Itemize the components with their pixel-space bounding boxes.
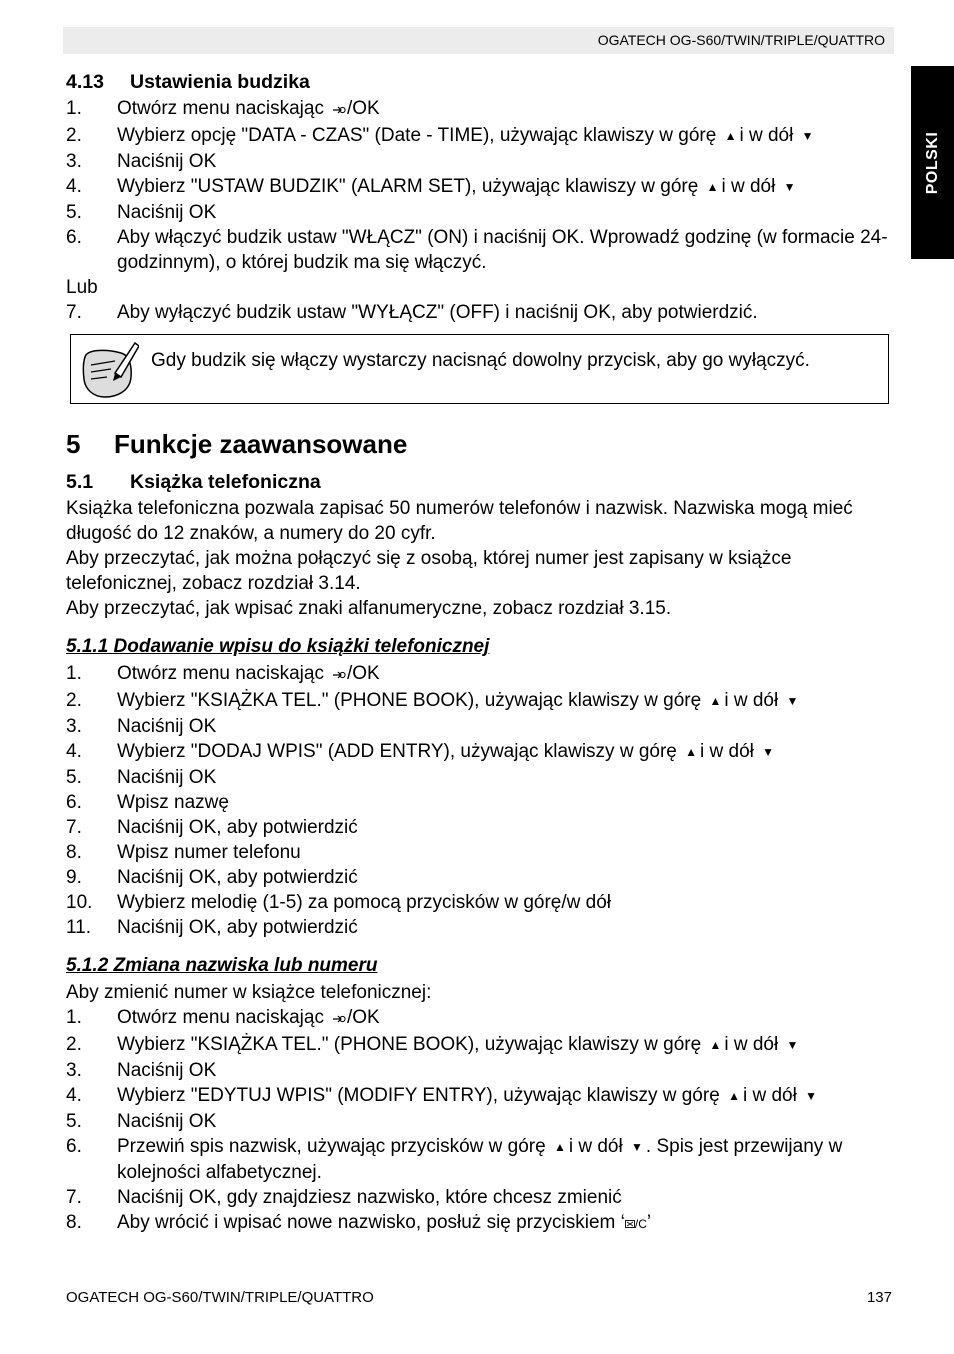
section-4-13-step-7 [66,300,896,325]
page-content [66,70,896,1237]
list-item: 11. Naciśnij OK, aby potwierdzić [66,917,358,938]
up-arrow-icon: ▲ [706,180,719,194]
list-item: 2. Wybierz opcję "DATA - CZAS" (Date - TIME), używając klawiszy w górę ▲ i w dół ▼ [66,123,896,149]
list-item: 3. Naciśnij OK [66,1060,217,1081]
list-item: 1. Otwórz menu naciskając /OK [66,1005,896,1032]
chapter-5-heading: 5 Funkcje zaawansowane [66,429,408,459]
header-bar [63,27,894,54]
list-item: 7. Naciśnij OK, gdy znajdziesz nazwisko, które chcesz zmienić [66,1187,622,1208]
list-item: 5. Naciśnij OK [66,767,217,788]
up-arrow-icon: ▲ [553,1140,566,1154]
list-item: 8. Wpisz numer telefonu [66,842,301,863]
list-item: 6. Wpisz nazwę [66,792,229,813]
menu-key-icon [332,663,346,688]
language-tab [911,66,954,259]
footer-product: OGATECH OG-S60/TWIN/TRIPLE/QUATTRO [66,1289,374,1306]
list-item: 4. Wybierz "USTAW BUDZIK" (ALARM SET), używając klawiszy w górę ▲ i w dół ▼ [66,174,896,200]
list-item: 1. Otwórz menu naciskając /OK [66,96,896,123]
list-item: 3. Naciśnij OK [66,151,217,172]
page-number: 137 [866,1289,892,1306]
section-5-1-heading: 5.1 Książka telefoniczna [66,471,321,493]
menu-key-icon [332,1007,346,1032]
section-4-13-steps [66,96,896,275]
list-item: 1. Otwórz menu naciskając /OK [66,661,896,688]
paragraph: Aby przeczytać, jak można połączyć się z osobą, której numer jest zapisany w książce telefonicznej, zobacz rozdział 3.14. [66,548,792,594]
paragraph: Aby przeczytać, jak wpisać znaki alfanumeryczne, zobacz rozdział 3.15. [66,598,672,619]
list-item: 6. Przewiń spis nazwisk, używając przycisków w górę ▲ i w dół ▼ . Spis jest przewijany w kolejności alfabetycznej. [66,1136,843,1183]
down-arrow-icon: ▼ [805,1089,817,1103]
list-item: 5. Naciśnij OK [66,1111,217,1132]
list-item: 7. Aby wyłączyć budzik ustaw "WYŁĄCZ" (OFF) i naciśnij OK, aby potwierdzić. [66,302,758,323]
section-5-1-2-steps [66,1005,896,1237]
list-item: 2. Wybierz "KSIĄŻKA TEL." (PHONE BOOK), używając klawiszy w górę ▲ i w dół ▼ [66,1032,896,1058]
section-5-1-1-steps [66,661,896,940]
up-arrow-icon: ▲ [728,1089,740,1103]
note-pencil-icon [77,339,139,401]
down-arrow-icon: ▼ [786,694,799,708]
list-item: 8. Aby wrócić i wpisać nowe nazwisko, posłuż się przyciskiem ‘ /C’ [66,1212,652,1233]
language-label: POLSKI [923,131,941,194]
header-product: OGATECH OG-S60/TWIN/TRIPLE/QUATTRO [597,32,885,48]
paragraph: Książka telefoniczna pozwala zapisać 50 numerów telefonów i nazwisk. Nazwiska mogą mieć długość do 12 znaków, a numery do 20 cyfr. [66,498,853,544]
or-text: Lub [66,277,98,298]
list-item: 2. Wybierz "KSIĄŻKA TEL." (PHONE BOOK), używając klawiszy w górę ▲ i w dół ▼ [66,688,896,714]
list-item: 7. Naciśnij OK, aby potwierdzić [66,817,358,838]
list-item: 4. Wybierz "EDYTUJ WPIS" (MODIFY ENTRY), używając klawiszy w górę ▲ i w dół ▼ [66,1083,896,1109]
section-5-1-2-heading: 5.1.2 Zmiana nazwiska lub numeru [66,955,378,976]
down-arrow-icon: ▼ [762,745,775,759]
note-box [70,334,889,404]
list-item: 10. Wybierz melodię (1-5) za pomocą przycisków w górę/w dół [66,892,611,913]
menu-key-icon [332,98,346,123]
up-arrow-icon: ▲ [724,129,737,143]
down-arrow-icon: ▼ [801,129,814,143]
up-arrow-icon: ▲ [709,694,722,708]
list-item: 6. Aby włączyć budzik ustaw "WŁĄCZ" (ON) i naciśnij OK. Wprowadź godzinę (w formacie 24-godzinnym), o której budzik ma się włączyć. [66,227,888,273]
section-4-13-heading: 4.13 Ustawienia budzika [66,71,310,93]
down-arrow-icon: ▼ [786,1038,799,1052]
list-item: 5. Naciśnij OK [66,202,217,223]
note-text: Gdy budzik się włączy wystarczy nacisnąć dowolny przycisk, aby go wyłączyć. [151,350,810,371]
down-arrow-icon: ▼ [783,180,796,194]
up-arrow-icon: ▲ [709,1038,722,1052]
clear-key-icon: /C [625,1217,647,1231]
list-item: 9. Naciśnij OK, aby potwierdzić [66,867,358,888]
paragraph: Aby zmienić numer w książce telefonicznej: [66,982,432,1003]
list-item: 4. Wybierz "DODAJ WPIS" (ADD ENTRY), używając klawiszy w górę ▲ i w dół ▼ [66,739,896,765]
down-arrow-icon: ▼ [631,1140,643,1154]
up-arrow-icon: ▲ [685,745,698,759]
section-5-1-1-heading: 5.1.1 Dodawanie wpisu do książki telefonicznej [66,636,490,657]
list-item: 3. Naciśnij OK [66,716,217,737]
